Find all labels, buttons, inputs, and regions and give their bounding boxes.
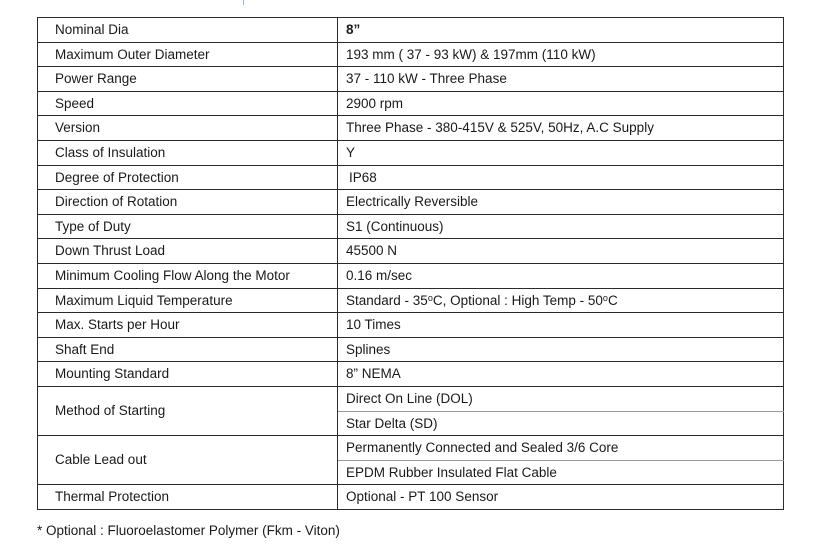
table-row bbox=[38, 91, 784, 116]
footnote: * Optional : Fluoroelastomer Polymer (Fkm - Viton) bbox=[37, 523, 340, 538]
param-label: Version bbox=[38, 116, 338, 141]
param-label: Nominal Dia bbox=[38, 18, 338, 43]
param-label: Method of Starting bbox=[38, 386, 338, 435]
param-value: 2900 rpm bbox=[338, 91, 784, 116]
param-label: Direction of Rotation bbox=[38, 190, 338, 215]
param-value: S1 (Continuous) bbox=[338, 214, 784, 239]
param-value: Electrically Reversible bbox=[338, 190, 784, 215]
param-label: Type of Duty bbox=[38, 214, 338, 239]
param-value: 0.16 m/sec bbox=[338, 263, 784, 288]
table-row bbox=[38, 239, 784, 264]
temp-unit-text: C bbox=[607, 292, 618, 308]
param-value: 8” bbox=[338, 18, 784, 43]
param-value bbox=[338, 288, 784, 313]
table-row bbox=[38, 386, 784, 411]
motor-spec-table bbox=[37, 17, 784, 510]
param-label: Maximum Liquid Temperature bbox=[38, 288, 338, 313]
top-edge-mark bbox=[243, 0, 244, 5]
param-value: 193 mm ( 37 - 93 kW) & 197mm (110 kW) bbox=[338, 42, 784, 67]
param-label: Degree of Protection bbox=[38, 165, 338, 190]
param-label: Power Range bbox=[38, 67, 338, 92]
param-value: 8” NEMA bbox=[338, 362, 784, 387]
temp-standard-text: Standard - 35 bbox=[346, 292, 428, 308]
param-label: Mounting Standard bbox=[38, 362, 338, 387]
param-label: Down Thrust Load bbox=[38, 239, 338, 264]
temp-optional-text: C, Optional : High Temp - 50 bbox=[432, 292, 603, 308]
table-row bbox=[38, 140, 784, 165]
param-value: Y bbox=[338, 140, 784, 165]
table-row bbox=[38, 190, 784, 215]
param-value: 37 - 110 kW - Three Phase bbox=[338, 67, 784, 92]
param-label: Class of Insulation bbox=[38, 140, 338, 165]
param-label: Speed bbox=[38, 91, 338, 116]
param-value: Optional - PT 100 Sensor bbox=[338, 485, 784, 510]
table-row bbox=[38, 362, 784, 387]
degree-symbol: o bbox=[602, 292, 608, 303]
table-row bbox=[38, 165, 784, 190]
degree-symbol: o bbox=[427, 292, 433, 303]
table-row bbox=[38, 67, 784, 92]
param-value: 10 Times bbox=[338, 313, 784, 338]
param-label: Shaft End bbox=[38, 337, 338, 362]
table-row bbox=[38, 436, 784, 461]
table-row bbox=[38, 116, 784, 141]
param-value: Three Phase - 380-415V & 525V, 50Hz, A.C Supply bbox=[338, 116, 784, 141]
table-row bbox=[38, 214, 784, 239]
table-row bbox=[38, 263, 784, 288]
table-row bbox=[38, 485, 784, 510]
table-row bbox=[38, 42, 784, 67]
param-value: Permanently Connected and Sealed 3/6 Core bbox=[338, 436, 784, 461]
table-row bbox=[38, 288, 784, 313]
table-row bbox=[38, 313, 784, 338]
table-row bbox=[38, 337, 784, 362]
param-value: Star Delta (SD) bbox=[338, 411, 784, 436]
param-label: Minimum Cooling Flow Along the Motor bbox=[38, 263, 338, 288]
param-value: EPDM Rubber Insulated Flat Cable bbox=[338, 460, 784, 485]
param-label: Thermal Protection bbox=[38, 485, 338, 510]
param-value: Direct On Line (DOL) bbox=[338, 386, 784, 411]
param-label: Max. Starts per Hour bbox=[38, 313, 338, 338]
param-value: Splines bbox=[338, 337, 784, 362]
param-value: IP68 bbox=[338, 165, 784, 190]
param-label: Maximum Outer Diameter bbox=[38, 42, 338, 67]
param-value: 45500 N bbox=[338, 239, 784, 264]
param-label: Cable Lead out bbox=[38, 436, 338, 485]
table-row bbox=[38, 18, 784, 43]
